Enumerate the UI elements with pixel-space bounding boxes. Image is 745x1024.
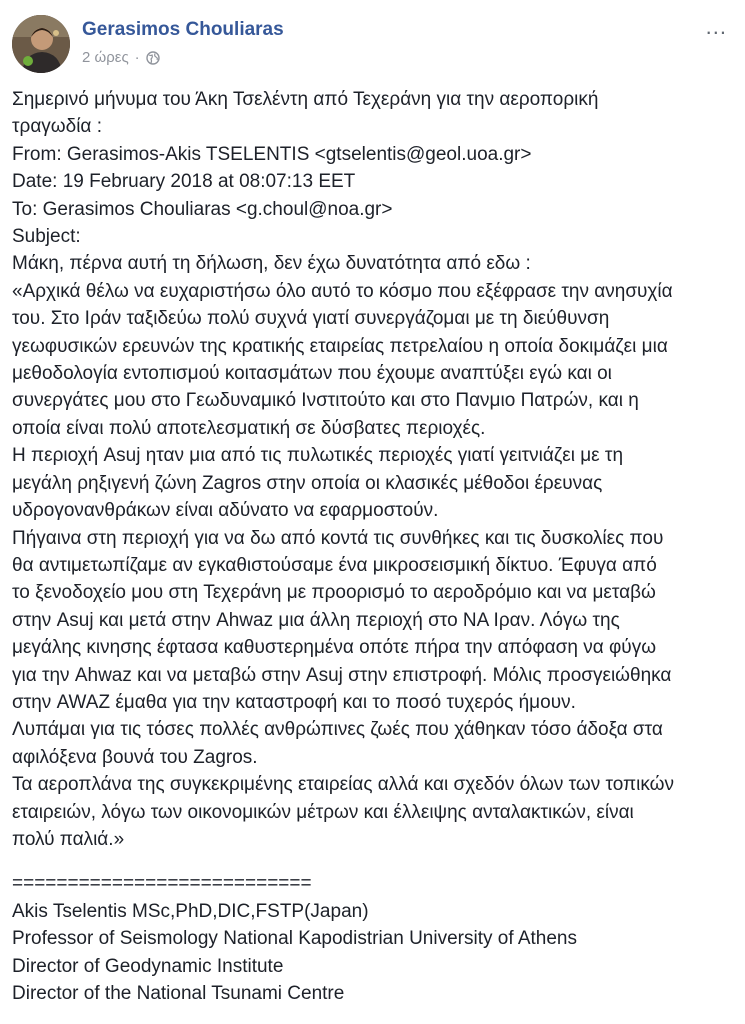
post-body xyxy=(12,86,734,1007)
post-meta xyxy=(82,49,160,66)
post-text-line: μεγάλης κινησης έφτασα καθυστερημένα οπότε πήρα την απόφαση να φύγω xyxy=(12,637,657,659)
post-text-line: του. Στο Ιράν ταξιδεύω πολύ συχνά γιατί συνεργάζομαι με τη διεύθυνση xyxy=(12,308,610,330)
post-text-line: To: Gerasimos Chouliaras <g.choul@noa.gr> xyxy=(12,198,393,220)
post-text-line: πολύ παλιά.» xyxy=(12,828,125,850)
signature-line: =========================== xyxy=(12,873,312,895)
signature-line: Professor of Seismology National Kapodistrian University of Athens xyxy=(12,928,577,950)
profile-photo xyxy=(12,15,70,73)
post-text-line: μεγάλη ρηξιγενή ζώνη Zagros στην οποία οι κλασικές μέθοδοι έρευνας xyxy=(12,472,603,494)
post-text-line: υδρογονανθράκων είναι αδύνατο να εφαρμοστούν. xyxy=(12,500,439,522)
avatar[interactable] xyxy=(12,15,70,73)
post-text-line: αφιλόξενα βουνά του Zagros. xyxy=(12,746,258,768)
post-text-line: Η περιοχή Asuj ηταν μια από τις πυλωτικές περιοχές γιατί γειτνιάζει με τη xyxy=(12,445,624,467)
post-text xyxy=(12,86,734,853)
post-text-line: εταιρειών, λόγω των οικονομικών μέτρων και έλλειψης ανταλακτικών, είναι xyxy=(12,801,634,823)
post-text-line: στην AWAZ έμαθα για την καταστροφή και το ποσό τυχερός ήμουν. xyxy=(12,691,576,713)
signature-line: Akis Tselentis MSc,PhD,DIC,FSTP(Japan) xyxy=(12,900,369,922)
post-header xyxy=(12,12,733,74)
post-text-line: Σημερινό μήνυμα του Άκη Τσελέντη από Τεχεράνη για την αεροπορική xyxy=(12,89,599,110)
post-text-line: τραγωδία : xyxy=(12,116,102,138)
signature-line: Director of Geodynamic Institute xyxy=(12,955,284,977)
post-text-line: μεθοδολογία εντοπισμού κοιτασμάτων που έχουμε αναπτύξει εγώ και οι xyxy=(12,363,612,385)
meta-separator: · xyxy=(134,49,140,66)
author-name[interactable]: Gerasimos Chouliaras xyxy=(82,19,284,40)
more-options-icon[interactable]: ... xyxy=(705,14,727,39)
post-text-line: Μάκη, πέρνα αυτή τη δήλωση, δεν έχω δυνατότητα από εδω : xyxy=(12,253,531,275)
post-text-line: στην Asuj και μετά στην Ahwaz μια άλλη περιοχή στο ΝΑ Ιραν. Λόγω της xyxy=(12,609,620,631)
post-text-line: «Αρχικά θέλω να ευχαριστήσω όλο αυτό το κόσμο που εξέφρασε την ανησυχία xyxy=(12,280,673,302)
post-time[interactable]: 2 ώρες xyxy=(82,49,129,66)
post-text-line: για την Ahwaz και να μεταβώ στην Asuj στην επιστροφή. Μόλις προσγειώθηκα xyxy=(12,664,672,686)
post-text-line: From: Gerasimos-Akis TSELENTIS <gtselentis@geol.uoa.gr> xyxy=(12,143,532,165)
signature-line: Director of the National Tsunami Centre xyxy=(12,983,345,1004)
post-text-line: Λυπάμαι για τις τόσες πολλές ανθρώπινες ζωές που χάθηκαν τόσο άδοξα στα xyxy=(12,719,663,741)
globe-icon[interactable] xyxy=(146,51,160,65)
post-text-line: θα αντιμετωπίζαμε αν εγκαθιστούσαμε ένα μικροσεισμική δίκτυο. Έφυγα από xyxy=(12,554,657,576)
post-text-line: το ξενοδοχείο μου στη Τεχεράνη με προορισμό το αεροδρόμιο και να μεταβώ xyxy=(12,582,656,604)
post-text-line: γεωφυσικών ερευνών της κρατικής εταιρείας πετρελαίου η οποία δοκιμάζει μια xyxy=(12,335,668,357)
signature-block xyxy=(12,870,734,1007)
post-text-line: Date: 19 February 2018 at 08:07:13 EET xyxy=(12,171,356,193)
post-text-line: Πήγαινα στη περιοχή για να δω από κοντά τις συνθήκες και τις δυσκολίες που xyxy=(12,527,664,549)
post-text-line: Subject: xyxy=(12,226,81,248)
post-text-line: Τα αεροπλάνα της συγκεκριμένης εταιρείας αλλά και σχεδόν όλων των τοπικών xyxy=(12,774,674,796)
post-text-line: οποία είναι πολύ αποτελεσματική σε δύσβατες περιοχές. xyxy=(12,417,486,439)
post-text-line: συνεργάτες μου στο Γεωδυναμικό Ινστιτούτο και στο Πανμιο Πατρών, και η xyxy=(12,390,639,412)
